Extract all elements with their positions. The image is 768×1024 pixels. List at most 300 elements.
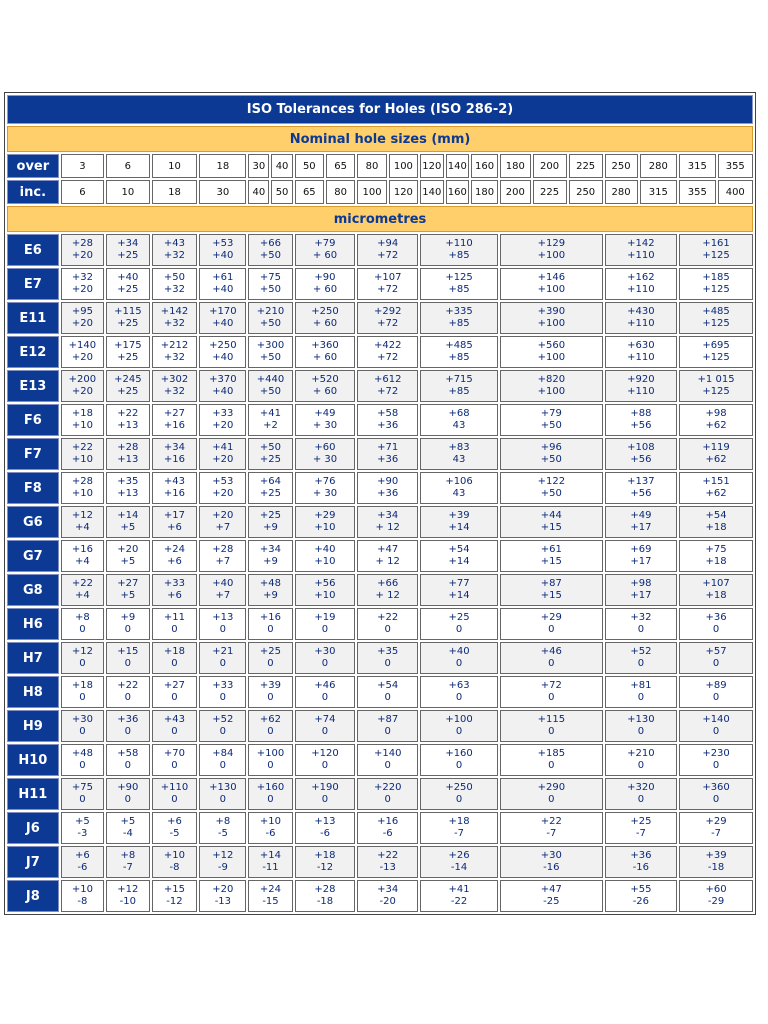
upper-deviation: +630 [627,340,655,351]
grade-row [7,846,753,878]
size-over-cell: 120 [420,154,443,178]
tolerance-cell [295,744,356,776]
lower-deviation: 0 [321,726,329,737]
size-inc-cell: 50 [271,180,292,204]
tolerance-cell [199,608,246,640]
lower-deviation: 0 [267,794,274,805]
lower-deviation: +18 [705,556,727,567]
lower-deviation: 0 [384,624,391,635]
lower-deviation: -15 [262,896,279,907]
upper-deviation: +28 [71,476,93,487]
upper-deviation: +115 [114,306,142,317]
tolerance-cell [152,302,198,334]
grade-label: J7 [7,846,59,878]
upper-deviation: +212 [160,340,189,351]
tolerance-cell [106,846,149,878]
tolerance-cell [357,642,418,674]
tolerance-cell [605,744,677,776]
tolerance-cell [248,370,292,402]
tolerance-cell [199,812,246,844]
lower-deviation: +6 [167,590,182,601]
lower-deviation: 0 [219,726,227,737]
upper-deviation: +5 [120,816,136,827]
upper-deviation: +190 [311,782,339,793]
tolerance-cell [679,744,753,776]
tolerance-cell [106,506,149,538]
upper-deviation: +41 [448,884,470,895]
grade-row [7,880,753,912]
lower-deviation: 0 [124,794,132,805]
tolerance-cell [106,234,149,266]
tolerance-cell [295,880,356,912]
upper-deviation: +230 [702,748,730,759]
upper-deviation: +11 [163,612,186,623]
lower-deviation: +110 [627,318,655,329]
units-row [7,206,753,232]
upper-deviation: +16 [71,544,93,555]
upper-deviation: +54 [377,680,399,691]
upper-deviation: +16 [377,816,399,827]
grade-row [7,676,753,708]
lower-deviation: 0 [321,658,329,669]
upper-deviation: +360 [311,340,339,351]
lower-deviation: -22 [450,896,468,907]
upper-deviation: +40 [117,272,139,283]
lower-deviation: +40 [212,318,234,329]
lower-deviation: +85 [448,284,470,295]
grade-row [7,336,753,368]
upper-deviation: +820 [537,374,566,385]
size-inc-cell: 30 [199,180,246,204]
lower-deviation: +10 [71,488,93,499]
grade-row [7,608,753,640]
grade-label: G8 [7,574,59,606]
upper-deviation: +43 [163,238,186,249]
tolerance-cell [152,812,198,844]
upper-deviation: +46 [540,646,562,657]
grade-label: F7 [7,438,59,470]
upper-deviation: +360 [702,782,730,793]
tolerance-cell [248,574,292,606]
upper-deviation: +140 [68,340,97,351]
lower-deviation: 0 [124,692,132,703]
size-over-cell: 18 [199,154,246,178]
upper-deviation: +27 [117,578,139,589]
tolerance-cell [295,234,356,266]
lower-deviation: +25 [117,250,139,261]
grade-row [7,268,753,300]
upper-deviation: +107 [702,578,730,589]
upper-deviation: +119 [702,442,730,453]
upper-deviation: +29 [314,510,336,521]
lower-deviation: 0 [219,658,227,669]
lower-deviation: +10 [71,454,93,465]
tolerance-cell [199,336,246,368]
grade-label: G6 [7,506,59,538]
tolerance-cell [295,608,356,640]
tolerance-cell [295,472,356,504]
tolerance-cell [199,642,246,674]
grade-label: E12 [7,336,59,368]
tolerance-cell [420,336,498,368]
lower-deviation: 0 [171,726,178,737]
lower-deviation: +9 [263,522,278,533]
upper-deviation: +302 [160,374,189,385]
tolerance-cell [295,336,356,368]
grade-label: F8 [7,472,59,504]
upper-deviation: +130 [209,782,237,793]
tolerance-cell [295,540,356,572]
tolerance-cell [500,404,603,436]
tolerance-cell [679,676,753,708]
lower-deviation: -7 [635,828,646,839]
tolerance-cell [106,302,149,334]
lower-deviation: +20 [212,454,234,465]
upper-deviation: +68 [448,408,470,419]
lower-deviation: 0 [267,658,274,669]
tolerance-cell [61,404,104,436]
upper-deviation: +110 [445,238,473,249]
upper-deviation: +35 [377,646,399,657]
upper-deviation: +95 [71,306,93,317]
tolerance-cell [357,744,418,776]
upper-deviation: +49 [630,510,652,521]
lower-deviation: 0 [219,760,227,771]
upper-deviation: +290 [537,782,566,793]
upper-deviation: +22 [377,850,399,861]
lower-deviation: +17 [630,590,652,601]
upper-deviation: +485 [445,340,473,351]
upper-deviation: +210 [627,748,655,759]
upper-deviation: +61 [540,544,562,555]
tolerance-cell [152,370,198,402]
lower-deviation: + 30 [312,454,338,465]
lower-deviation: +15 [540,522,562,533]
upper-deviation: +75 [259,272,282,283]
lower-deviation: +25 [259,454,282,465]
tolerance-cell [61,370,104,402]
tolerance-cell [500,812,603,844]
nominal-sizes-heading: Nominal hole sizes (mm) [7,126,753,152]
tolerance-cell [106,472,149,504]
tolerance-cell [357,506,418,538]
lower-deviation: 0 [79,760,86,771]
tolerance-cell [248,676,292,708]
upper-deviation: +122 [537,476,566,487]
upper-deviation: +5 [75,816,90,827]
tolerance-cell [199,540,246,572]
size-inc-cell: 280 [605,180,638,204]
lower-deviation: -12 [166,896,183,907]
lower-deviation: +85 [448,386,470,397]
lower-deviation: +72 [377,250,399,261]
upper-deviation: +56 [314,578,336,589]
lower-deviation: -18 [316,896,334,907]
lower-deviation: +32 [163,352,186,363]
tolerance-cell [500,744,603,776]
tolerance-cell [61,778,104,810]
lower-deviation: 43 [452,420,466,431]
tolerance-cell [61,302,104,334]
tolerance-cell [61,234,104,266]
tolerance-cell [61,472,104,504]
tolerance-cell [61,812,104,844]
size-inc-cell: 10 [106,180,149,204]
grade-label: H9 [7,710,59,742]
lower-deviation: 0 [171,692,178,703]
upper-deviation: +612 [373,374,402,385]
size-inc-cell: 355 [679,180,715,204]
upper-deviation: +36 [117,714,139,725]
upper-deviation: +43 [163,714,186,725]
lower-deviation: 0 [219,794,227,805]
upper-deviation: +210 [256,306,285,317]
tolerance-cell [152,404,198,436]
lower-deviation: +32 [163,284,186,295]
lower-deviation: +72 [377,284,399,295]
lower-deviation: 0 [79,692,86,703]
title-row [7,95,753,124]
lower-deviation: +125 [702,386,730,397]
upper-deviation: +58 [117,748,139,759]
tolerance-cell [500,676,603,708]
size-over-cell: 3 [61,154,104,178]
tolerance-cell [199,438,246,470]
lower-deviation: -7 [122,862,133,873]
upper-deviation: +58 [377,408,399,419]
size-inc-cell: 250 [569,180,603,204]
lower-deviation: 0 [712,794,720,805]
upper-deviation: +60 [705,884,727,895]
upper-deviation: +100 [256,748,285,759]
size-over-cell: 30 [248,154,269,178]
tolerance-cell [605,336,677,368]
tolerance-cell [199,574,246,606]
upper-deviation: +25 [630,816,652,827]
upper-deviation: +41 [212,442,234,453]
upper-deviation: +335 [445,306,473,317]
upper-deviation: +33 [212,408,234,419]
lower-deviation: +72 [377,352,399,363]
lower-deviation: 0 [712,726,720,737]
lower-deviation: +125 [702,284,730,295]
lower-deviation: 0 [637,726,645,737]
size-inc-cell: 200 [500,180,531,204]
upper-deviation: +14 [259,850,282,861]
lower-deviation: 0 [455,726,463,737]
tolerance-cell [420,574,498,606]
upper-deviation: +20 [117,544,139,555]
lower-deviation: + 30 [312,488,338,499]
lower-deviation: + 12 [375,522,400,533]
tolerance-cell [420,302,498,334]
lower-deviation: +25 [117,318,139,329]
upper-deviation: +440 [256,374,285,385]
upper-deviation: +94 [377,238,399,249]
tolerance-cell [679,574,753,606]
lower-deviation: -14 [450,862,468,873]
upper-deviation: +30 [314,646,336,657]
lower-deviation: +56 [630,420,652,431]
tolerance-cell [295,676,356,708]
lower-deviation: -6 [265,828,276,839]
upper-deviation: +20 [212,884,234,895]
tolerance-cell [295,438,356,470]
lower-deviation: +36 [377,488,399,499]
tolerance-cell [61,642,104,674]
tolerance-cell [295,710,356,742]
lower-deviation: +16 [163,488,186,499]
grade-row [7,540,753,572]
lower-deviation: +20 [71,352,93,363]
lower-deviation: 0 [384,794,391,805]
lower-deviation: 43 [452,488,466,499]
upper-deviation: +18 [314,850,336,861]
tolerance-cell [420,812,498,844]
upper-deviation: +15 [163,884,186,895]
upper-deviation: +370 [209,374,237,385]
upper-deviation: +69 [630,544,652,555]
tolerance-cell [420,234,498,266]
tolerance-cell [679,404,753,436]
size-over-cell: 180 [500,154,531,178]
grade-row [7,234,753,266]
upper-deviation: +75 [705,544,727,555]
tolerance-cell [295,506,356,538]
tolerance-cell [248,404,292,436]
upper-deviation: +200 [68,374,97,385]
tolerance-cell [605,642,677,674]
tolerance-cell [605,404,677,436]
upper-deviation: +12 [117,884,139,895]
lower-deviation: +110 [627,352,655,363]
upper-deviation: +146 [537,272,566,283]
tolerance-cell [605,268,677,300]
lower-deviation: 0 [712,692,720,703]
upper-deviation: +47 [377,544,399,555]
lower-deviation: 0 [124,624,132,635]
grade-label: H10 [7,744,59,776]
tolerance-cell [679,812,753,844]
size-over-cell: 280 [640,154,678,178]
lower-deviation: +9 [263,590,278,601]
tolerance-cell [106,438,149,470]
tolerance-cell [679,370,753,402]
upper-deviation: +79 [540,408,562,419]
upper-deviation: +52 [630,646,652,657]
size-over-cell: 10 [152,154,198,178]
size-over-cell: 50 [295,154,324,178]
lower-deviation: +2 [263,420,278,431]
upper-deviation: +185 [702,272,730,283]
tolerance-cell [248,812,292,844]
lower-deviation: +6 [167,556,182,567]
grade-label: G7 [7,540,59,572]
lower-deviation: 0 [124,658,132,669]
grade-label: H11 [7,778,59,810]
tolerance-cell [248,302,292,334]
upper-deviation: +28 [117,442,139,453]
size-inc-cell: 120 [389,180,418,204]
grade-label: H8 [7,676,59,708]
lower-deviation: 0 [321,794,329,805]
lower-deviation: -7 [546,828,557,839]
lower-deviation: 0 [637,794,645,805]
upper-deviation: +16 [259,612,282,623]
lower-deviation: 0 [321,624,329,635]
upper-deviation: +162 [627,272,655,283]
upper-deviation: +22 [71,578,93,589]
upper-deviation: +62 [259,714,282,725]
upper-deviation: +22 [377,612,399,623]
tolerance-cell [605,710,677,742]
grade-label: F6 [7,404,59,436]
lower-deviation: -8 [169,862,180,873]
tolerance-cell [248,472,292,504]
tolerance-cell [248,438,292,470]
upper-deviation: +10 [163,850,186,861]
lower-deviation: +50 [540,488,562,499]
size-over-cell: 160 [471,154,498,178]
upper-deviation: +90 [377,476,399,487]
tolerance-cell [199,846,246,878]
upper-deviation: +320 [627,782,655,793]
upper-deviation: +29 [705,816,727,827]
upper-deviation: +96 [540,442,562,453]
tolerance-cell [679,608,753,640]
tolerance-cell [295,268,356,300]
lower-deviation: +40 [212,386,234,397]
lower-deviation: -11 [262,862,279,873]
tolerance-cell [500,336,603,368]
size-over-cell: 225 [569,154,603,178]
lower-deviation: 0 [321,692,329,703]
lower-deviation: +5 [120,590,136,601]
tolerance-cell [420,642,498,674]
tolerance-cell [106,744,149,776]
tolerance-cell [248,778,292,810]
tolerance-cell [61,336,104,368]
upper-deviation: +71 [377,442,399,453]
upper-deviation: +175 [114,340,142,351]
tolerance-cell [248,268,292,300]
lower-deviation: +40 [212,250,234,261]
lower-deviation: -25 [543,896,560,907]
lower-deviation: 0 [455,692,463,703]
tolerance-cell [420,404,498,436]
tolerance-cell [605,846,677,878]
tolerance-cell [152,234,198,266]
upper-deviation: +63 [448,680,470,691]
tolerance-cell [152,472,198,504]
tolerance-cell [106,540,149,572]
size-inc-cell: 400 [718,180,753,204]
grade-label: E11 [7,302,59,334]
tolerance-cell [500,778,603,810]
tolerance-cell [357,608,418,640]
upper-deviation: +55 [630,884,652,895]
lower-deviation: +17 [630,556,652,567]
upper-deviation: +137 [627,476,655,487]
lower-deviation: +18 [705,522,727,533]
upper-deviation: +53 [212,476,234,487]
upper-deviation: +32 [71,272,93,283]
upper-deviation: +77 [448,578,470,589]
upper-deviation: +19 [314,612,336,623]
lower-deviation: +10 [314,556,336,567]
tolerance-cell [605,438,677,470]
tolerance-cell [357,880,418,912]
